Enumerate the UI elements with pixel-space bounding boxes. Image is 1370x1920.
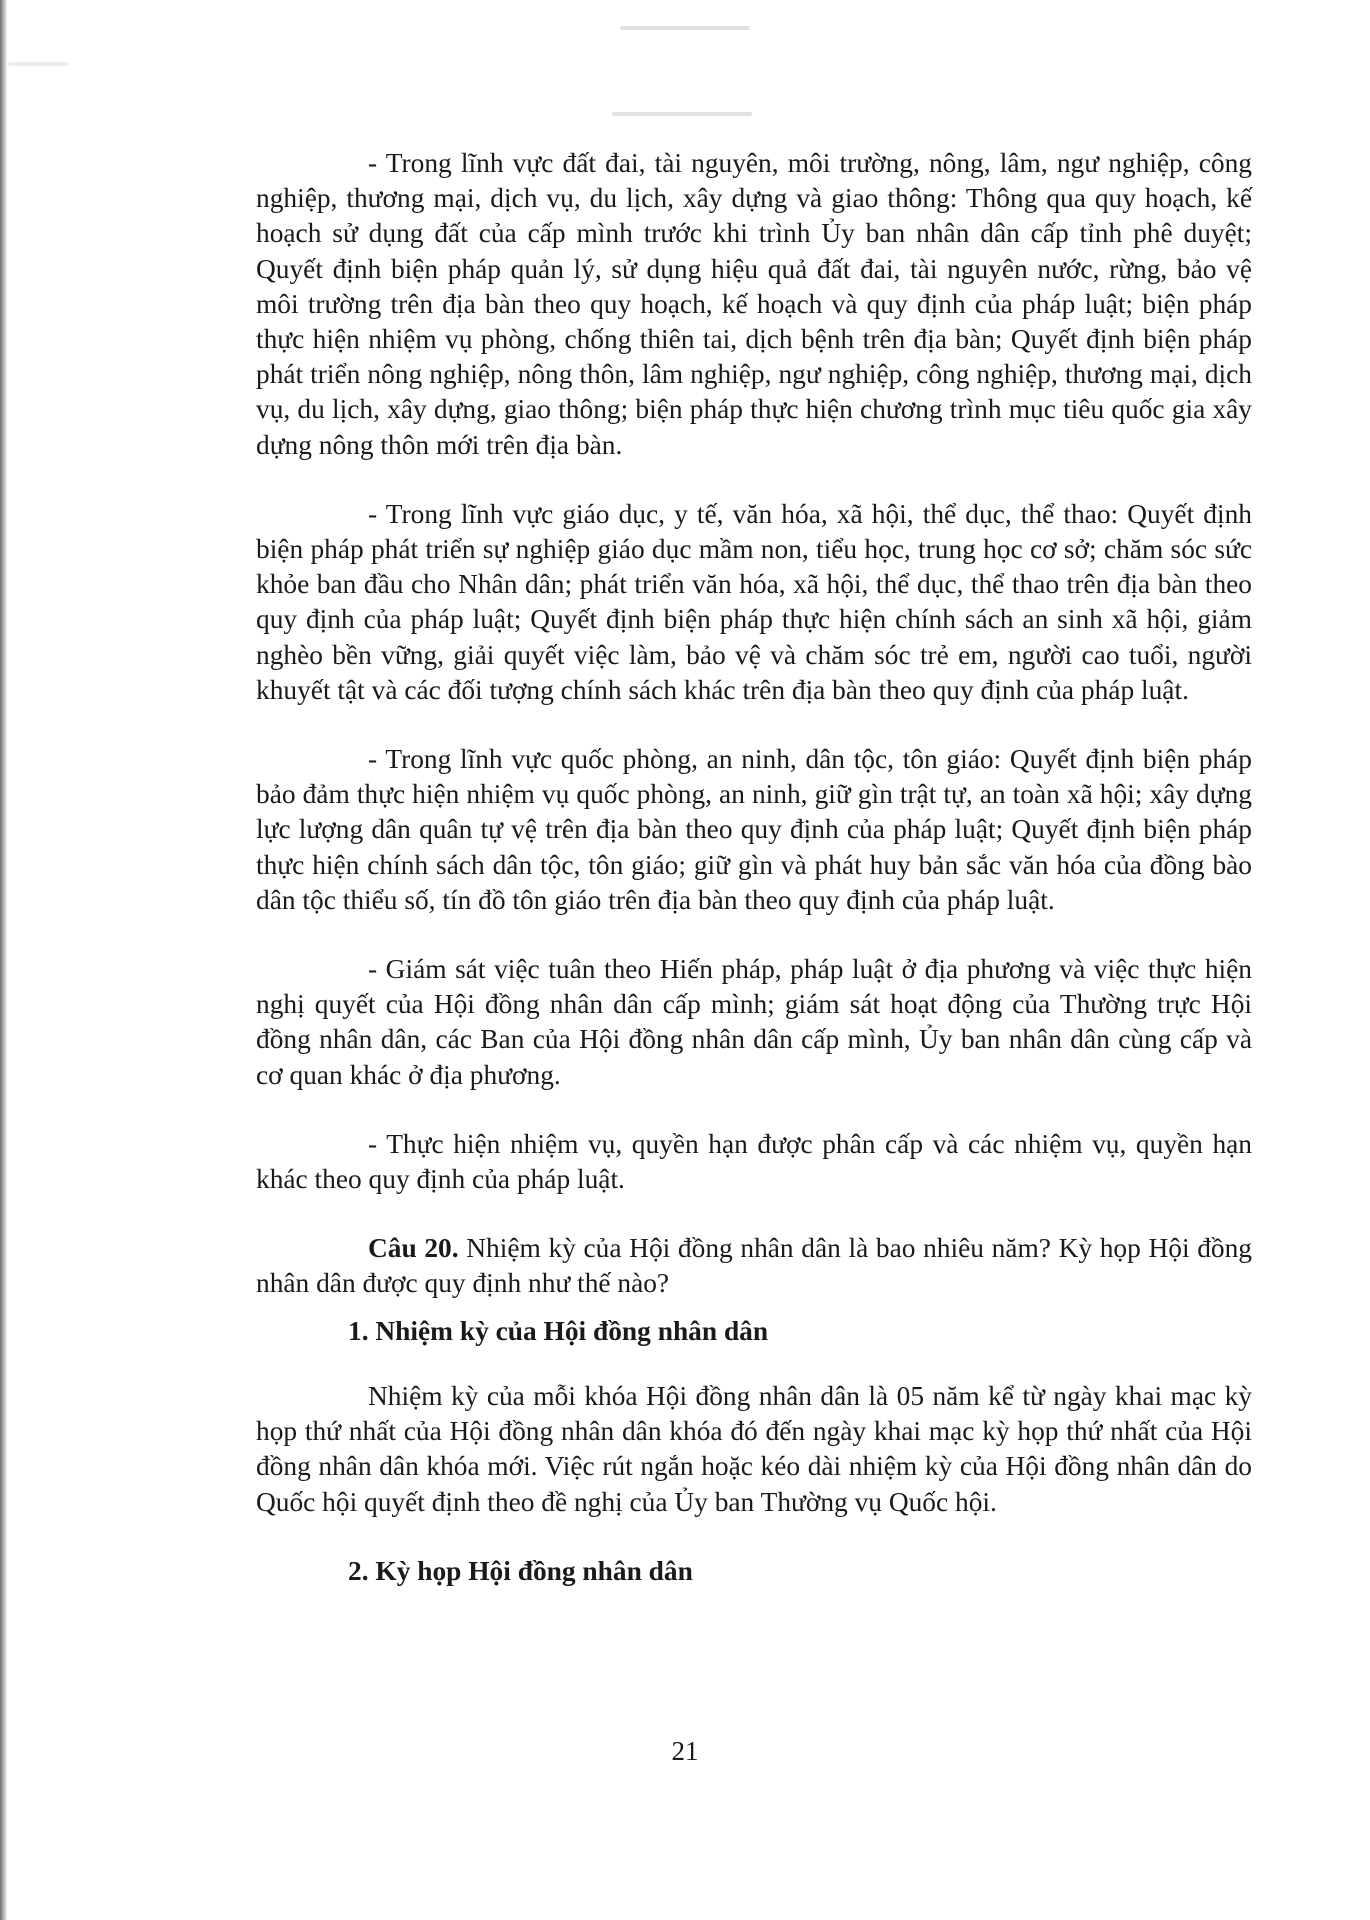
question-20	[256, 1231, 1252, 1301]
paragraph-delegated-duties: - Thực hiện nhiệm vụ, quyền hạn được phân cấp và các nhiệm vụ, quyền hạn khác theo quy định của pháp luật.	[256, 1128, 1252, 1195]
paragraph-supervision: - Giám sát việc tuân theo Hiến pháp, pháp luật ở địa phương và việc thực hiện nghị quyết của Hội đồng nhân dân cấp mình; giám sát hoạt động của Thường trực Hội đồng nhân dân, các Ban của Hội đồng nhân dân cấp mình, Ủy ban nhân dân cùng cấp và cơ quan khác ở địa phương.	[256, 954, 1252, 1090]
question-label: Câu 20.	[368, 1233, 459, 1264]
paragraph-land-resources: - Trong lĩnh vực đất đai, tài nguyên, môi trường, nông, lâm, ngư nghiệp, công nghiệp, thương mại, dịch vụ, du lịch, xây dựng và giao thông: Thông qua quy hoạch, kế hoạch sử dụng đất của cấp mình trước khi trình Ủy ban nhân dân cấp tỉnh phê duyệt; Quyết định biện pháp quản lý, sử dụng hiệu quả đất đai, tài nguyên nước, rừng, bảo vệ môi trường trên địa bàn theo quy hoạch, kế hoạch và quy định của pháp luật; biện pháp thực hiện nhiệm vụ phòng, chống thiên tai, dịch bệnh trên địa bàn; Quyết định biện pháp phát triển nông nghiệp, nông thôn, lâm nghiệp, ngư nghiệp, công nghiệp, thương mại, dịch vụ, du lịch, xây dựng, giao thông; biện pháp thực hiện chương trình mục tiêu quốc gia xây dựng nông thôn mới trên địa bàn.	[256, 148, 1252, 460]
paragraph-defense-security: - Trong lĩnh vực quốc phòng, an ninh, dân tộc, tôn giáo: Quyết định biện pháp bảo đảm thực hiện nhiệm vụ quốc phòng, an ninh, giữ gìn trật tự, an toàn xã hội; xây dựng lực lượng dân quân tự vệ trên địa bàn theo quy định của pháp luật; Quyết định biện pháp thực hiện chính sách dân tộc, tôn giáo; giữ gìn và phát huy bản sắc văn hóa của đồng bào dân tộc thiểu số, tín đồ tôn giáo trên địa bàn theo quy định của pháp luật.	[256, 744, 1252, 915]
document-page	[256, 146, 1252, 1619]
scan-artifact	[620, 26, 750, 30]
paragraph-education-health: - Trong lĩnh vực giáo dục, y tế, văn hóa, xã hội, thể dục, thể thao: Quyết định biện pháp phát triển sự nghiệp giáo dục mầm non, tiểu học, trung học cơ sở; chăm sóc sức khỏe ban đầu cho Nhân dân; phát triển văn hóa, xã hội, thể dục, thể thao trên địa bàn theo quy định của pháp luật; Quyết định biện pháp thực hiện chính sách an sinh xã hội, giảm nghèo bền vững, giải quyết việc làm, bảo vệ và chăm sóc trẻ em, người cao tuổi, người khuyết tật và các đối tượng chính sách khác trên địa bàn theo quy định của pháp luật.	[256, 498, 1252, 705]
section-heading-sessions: 2. Kỳ họp Hội đồng nhân dân	[348, 1555, 693, 1586]
scan-artifact	[612, 112, 752, 116]
paragraph-term-body: Nhiệm kỳ của mỗi khóa Hội đồng nhân dân là 05 năm kể từ ngày khai mạc kỳ họp thứ nhất của Hội đồng nhân dân khóa đó đến ngày khai mạc kỳ họp thứ nhất của Hội đồng nhân dân khóa mới. Việc rút ngắn hoặc kéo dài nhiệm kỳ của Hội đồng nhân dân do Quốc hội quyết định theo đề nghị của Ủy ban Thường vụ Quốc hội.	[256, 1380, 1252, 1517]
scan-artifact	[8, 62, 68, 66]
scan-left-edge	[0, 0, 7, 1920]
page-number: 21	[671, 1736, 699, 1766]
section-heading-term: 1. Nhiệm kỳ của Hội đồng nhân dân	[348, 1315, 769, 1346]
question-text: Nhiệm kỳ của Hội đồng nhân dân là bao nhiêu năm? Kỳ họp Hội đồng nhân dân được quy định như thế nào?	[256, 1233, 1252, 1299]
